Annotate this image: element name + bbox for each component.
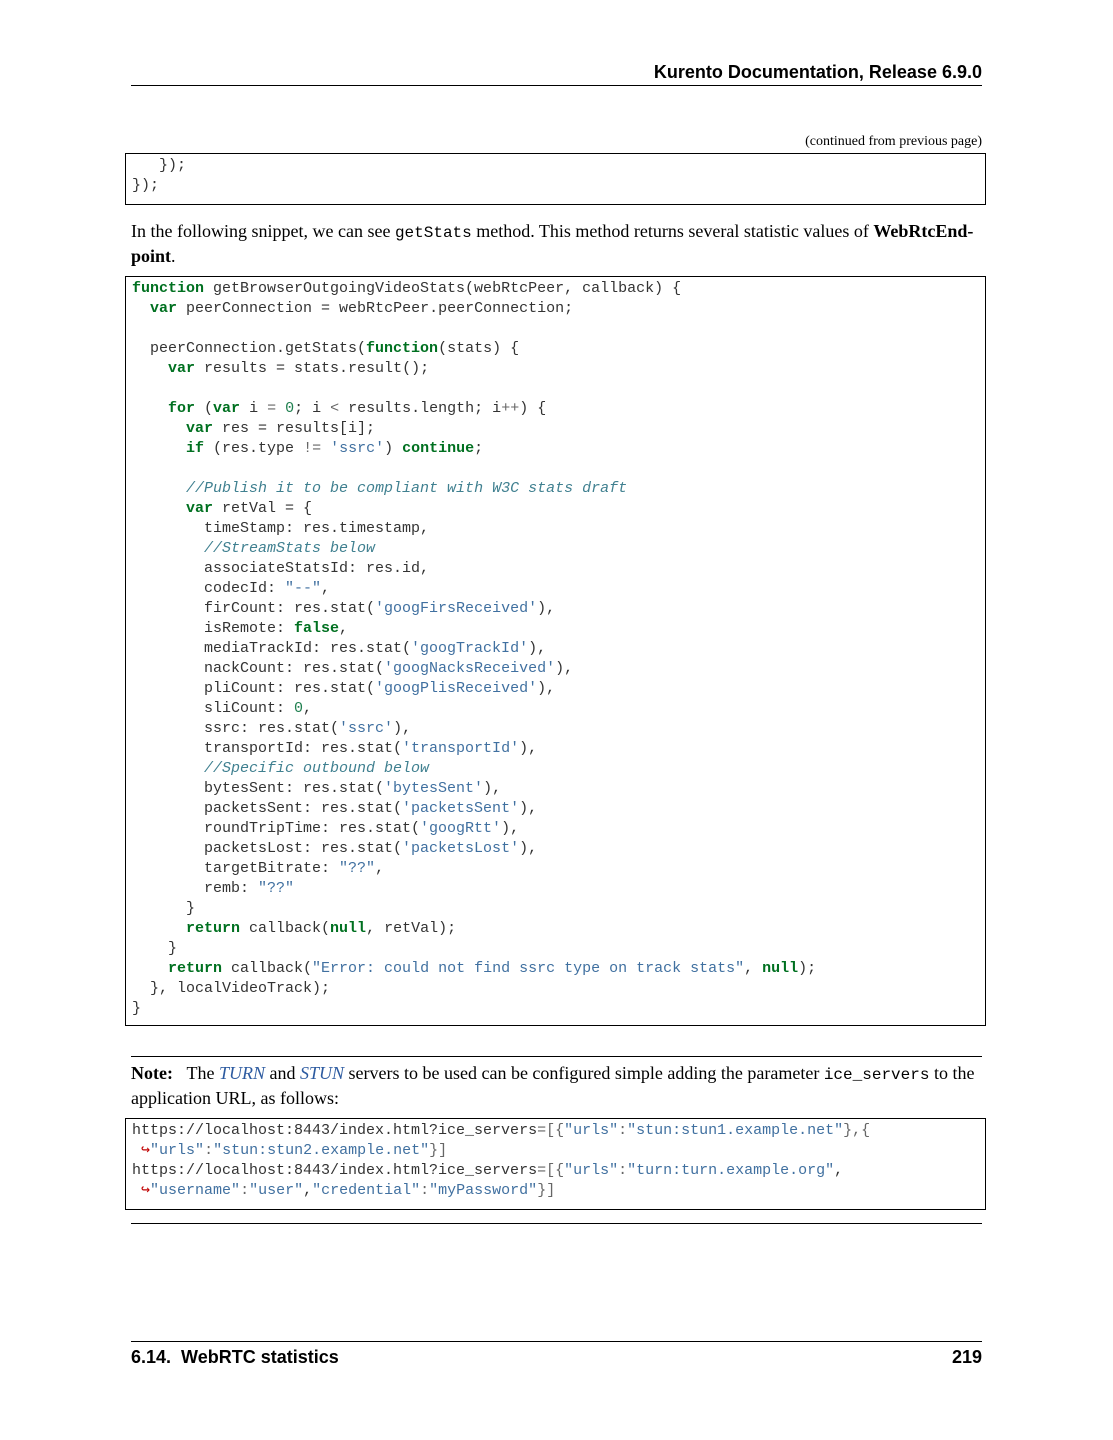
code-token: "user" xyxy=(249,1182,304,1199)
code-line xyxy=(132,600,555,617)
code-token: return xyxy=(168,960,223,977)
code-token xyxy=(132,480,186,497)
code-token xyxy=(132,500,186,517)
code-token: "Error: could not find ssrc type on track stats" xyxy=(312,960,745,977)
code-token: != xyxy=(303,440,322,457)
header-divider xyxy=(131,85,982,86)
code-line xyxy=(132,820,519,837)
code-line xyxy=(132,720,411,737)
intro-method-name: getStats xyxy=(394,224,472,242)
code-token: https://localhost:8443/index.html?ice_servers xyxy=(132,1162,538,1179)
code-line xyxy=(132,900,195,917)
code-line: }); xyxy=(132,177,160,194)
code-token: firCount: res.stat( xyxy=(132,600,376,617)
code-token: ), xyxy=(537,680,556,697)
code-line xyxy=(132,800,537,817)
code-token: function xyxy=(366,340,439,357)
code-token: , xyxy=(744,960,763,977)
code-token: , xyxy=(303,700,313,717)
code-line xyxy=(132,280,681,297)
code-token: null xyxy=(762,960,799,977)
footer-section-title: 6.14. WebRTC statistics xyxy=(131,1347,339,1367)
code-token: nackCount: res.stat( xyxy=(132,660,385,677)
code-token xyxy=(132,300,150,317)
code-token: return xyxy=(186,920,241,937)
code-line xyxy=(132,1182,555,1199)
code-line xyxy=(132,1142,447,1159)
code-token: getBrowserOutgoingVideoStats(webRtcPeer, callback) { xyxy=(204,280,682,297)
note-text-3: to the application URL, as follows: xyxy=(131,1063,975,1108)
code-token: "??" xyxy=(339,860,376,877)
code-block-urls xyxy=(125,1118,986,1210)
code-token: targetBitrate: xyxy=(132,860,340,877)
code-token xyxy=(132,760,204,777)
code-token: (res.type xyxy=(204,440,304,457)
code-line xyxy=(132,1122,870,1139)
code-token: , xyxy=(834,1162,844,1179)
code-token: (stats) { xyxy=(438,340,520,357)
code-block-getstats xyxy=(125,276,986,1026)
code-token: sliCount: xyxy=(132,700,295,717)
code-token: res = results[i]; xyxy=(213,420,376,437)
note-text-2: servers to be used can be configured simple adding the parameter xyxy=(344,1063,824,1083)
code-token: ), xyxy=(501,820,520,837)
code-token: pliCount: res.stat( xyxy=(132,680,376,697)
note-param-name: ice_servers xyxy=(823,1066,930,1084)
code-token: "stun:stun2.example.net" xyxy=(213,1142,430,1159)
code-token: //Publish it to be compliant with W3C stats draft xyxy=(186,480,628,497)
code-token: }] xyxy=(429,1142,448,1159)
code-line xyxy=(132,580,330,597)
code-token: 0 xyxy=(294,700,304,717)
code-token: ssrc: res.stat( xyxy=(132,720,340,737)
code-token: ), xyxy=(537,600,556,617)
code-token: 'ssrc' xyxy=(330,440,385,457)
code-line xyxy=(132,680,555,697)
code-line xyxy=(132,360,429,377)
code-line xyxy=(132,500,312,517)
code-line xyxy=(132,440,483,457)
code-token: , xyxy=(375,860,385,877)
code-token: ; xyxy=(474,440,484,457)
code-line xyxy=(132,940,177,957)
code-token: mediaTrackId: res.stat( xyxy=(132,640,412,657)
code-token: associateStatsId: res.id, xyxy=(132,560,430,577)
code-token: roundTripTime: res.stat( xyxy=(132,820,421,837)
continued-label: (continued from previous page) xyxy=(805,134,982,149)
note-label: Note: xyxy=(131,1063,173,1083)
code-token: results = stats.result(); xyxy=(195,360,430,377)
code-token: 'transportId' xyxy=(402,740,520,757)
code-token: }, localVideoTrack); xyxy=(132,980,331,997)
code-token: }] xyxy=(537,1182,556,1199)
code-token: //Specific outbound below xyxy=(204,760,430,777)
code-block-continued xyxy=(125,153,986,205)
footer-divider xyxy=(131,1341,982,1342)
code-token: 0 xyxy=(285,400,295,417)
code-token: : xyxy=(618,1122,628,1139)
code-token: ; i xyxy=(294,400,331,417)
note-text-and: and xyxy=(264,1063,300,1083)
code-token: i xyxy=(240,400,268,417)
code-token: "??" xyxy=(258,880,295,897)
code-token: ), xyxy=(483,780,502,797)
code-token: ) xyxy=(384,440,403,457)
code-token: : xyxy=(618,1162,628,1179)
code-token: 'ssrc' xyxy=(339,720,394,737)
code-token: "urls" xyxy=(564,1122,619,1139)
code-token: < xyxy=(330,400,340,417)
code-token: ), xyxy=(555,660,574,677)
code-token: function xyxy=(132,280,205,297)
turn-link[interactable]: TURN xyxy=(218,1063,265,1083)
code-token xyxy=(132,400,168,417)
code-token xyxy=(132,540,204,557)
code-token: //StreamStats below xyxy=(204,540,376,557)
code-line xyxy=(132,640,546,657)
code-token: , xyxy=(321,580,331,597)
code-lines xyxy=(126,277,985,1019)
code-line xyxy=(132,920,456,937)
code-line xyxy=(132,980,330,997)
code-token: ), xyxy=(528,640,547,657)
code-token: 'packetsLost' xyxy=(402,840,520,857)
code-token: packetsSent: res.stat( xyxy=(132,800,403,817)
intro-text-before: In the following snippet, we can see xyxy=(131,221,395,241)
code-token: , xyxy=(339,620,349,637)
code-lines xyxy=(126,154,985,196)
code-token xyxy=(132,440,186,457)
code-token: codecId: xyxy=(132,580,286,597)
code-token: , retVal); xyxy=(366,920,457,937)
code-token: ), xyxy=(393,720,412,737)
code-token: if xyxy=(186,440,205,457)
code-token: 'googTrackId' xyxy=(411,640,529,657)
note-text-1: The xyxy=(186,1063,219,1083)
code-token: bytesSent: res.stat( xyxy=(132,780,385,797)
code-token: results.length; i xyxy=(339,400,502,417)
code-token: ++ xyxy=(501,400,520,417)
code-token: callback( xyxy=(240,920,331,937)
code-lines xyxy=(126,1119,985,1201)
code-token xyxy=(132,920,186,937)
code-line xyxy=(132,520,429,537)
code-token: "urls" xyxy=(564,1162,619,1179)
intro-text-after: . xyxy=(171,246,176,266)
code-token: remb: xyxy=(132,880,259,897)
code-token: var xyxy=(186,500,214,517)
code-token: ↪ xyxy=(132,1142,151,1159)
code-line xyxy=(132,400,546,417)
code-token: 'googPlisReceived' xyxy=(375,680,538,697)
code-token: } xyxy=(132,940,178,957)
code-token: var xyxy=(150,300,178,317)
code-token: , xyxy=(303,1182,313,1199)
code-line xyxy=(132,660,573,677)
code-token: false xyxy=(294,620,340,637)
code-line xyxy=(132,340,519,357)
code-token: },{ xyxy=(843,1122,871,1139)
code-token: "username" xyxy=(150,1182,241,1199)
code-token: var xyxy=(213,400,241,417)
code-token: callback( xyxy=(222,960,313,977)
code-token: : xyxy=(240,1182,250,1199)
code-line xyxy=(132,880,294,897)
intro-bold-term: WebRtcEnd-point xyxy=(131,221,974,266)
code-token: 'googFirsReceived' xyxy=(375,600,538,617)
code-line: }); xyxy=(132,157,187,174)
code-line xyxy=(132,700,312,717)
code-token: ↪ xyxy=(132,1182,151,1199)
code-token: "--" xyxy=(285,580,322,597)
note-paragraph xyxy=(131,1062,982,1110)
code-token xyxy=(276,400,285,417)
code-line xyxy=(132,860,384,877)
code-token xyxy=(132,960,168,977)
running-header-title: Kurento Documentation, Release 6.9.0 xyxy=(653,62,982,82)
code-token: "stun:stun1.example.net" xyxy=(627,1122,844,1139)
code-token: "myPassword" xyxy=(429,1182,538,1199)
code-token: peerConnection = webRtcPeer.peerConnection; xyxy=(177,300,574,317)
code-token: } xyxy=(132,900,196,917)
intro-paragraph xyxy=(131,220,982,268)
code-token: timeStamp: res.timestamp, xyxy=(132,520,430,537)
code-token: : xyxy=(420,1182,430,1199)
code-token: for xyxy=(168,400,196,417)
code-line xyxy=(132,1162,843,1179)
code-token: ), xyxy=(519,800,538,817)
code-token: ), xyxy=(519,740,538,757)
code-token: = xyxy=(267,400,277,417)
code-line xyxy=(132,1000,141,1017)
code-token: isRemote: xyxy=(132,620,295,637)
code-token: } xyxy=(132,1000,142,1017)
code-token: ) { xyxy=(519,400,547,417)
code-token xyxy=(321,440,330,457)
code-token xyxy=(132,360,168,377)
code-token: 'googRtt' xyxy=(420,820,502,837)
code-token: =[{ xyxy=(537,1122,565,1139)
code-token: 'packetsSent' xyxy=(402,800,520,817)
code-token: transportId: res.stat( xyxy=(132,740,403,757)
code-token: continue xyxy=(402,440,475,457)
footer-page-number: 219 xyxy=(951,1347,982,1367)
code-line xyxy=(132,300,573,317)
code-token: null xyxy=(330,920,367,937)
code-token: "urls" xyxy=(150,1142,205,1159)
code-token: 'bytesSent' xyxy=(384,780,484,797)
code-token: ); xyxy=(798,960,817,977)
code-line xyxy=(132,780,501,797)
note-top-rule xyxy=(131,1056,982,1057)
code-token: var xyxy=(186,420,214,437)
code-token: =[{ xyxy=(537,1162,565,1179)
code-line xyxy=(132,740,537,757)
stun-link[interactable]: STUN xyxy=(299,1063,344,1083)
code-token: https://localhost:8443/index.html?ice_servers xyxy=(132,1122,538,1139)
code-token: "credential" xyxy=(312,1182,421,1199)
code-line xyxy=(132,620,348,637)
code-token: "turn:turn.example.org" xyxy=(627,1162,835,1179)
code-line xyxy=(132,760,429,777)
code-token: peerConnection.getStats( xyxy=(132,340,367,357)
code-token: : xyxy=(204,1142,214,1159)
code-token: retVal = { xyxy=(213,500,313,517)
intro-text-middle: method. This method returns several statistic values of xyxy=(471,221,874,241)
code-line xyxy=(132,420,375,437)
code-line xyxy=(132,480,627,497)
code-line xyxy=(132,540,375,557)
note-bottom-rule xyxy=(131,1223,982,1224)
code-line xyxy=(132,840,537,857)
code-line xyxy=(132,560,429,577)
code-token: 'googNacksReceived' xyxy=(384,660,556,677)
code-token xyxy=(132,420,186,437)
code-token: packetsLost: res.stat( xyxy=(132,840,403,857)
code-token: var xyxy=(168,360,196,377)
code-token: ( xyxy=(195,400,214,417)
code-token: ), xyxy=(519,840,538,857)
code-line xyxy=(132,960,816,977)
